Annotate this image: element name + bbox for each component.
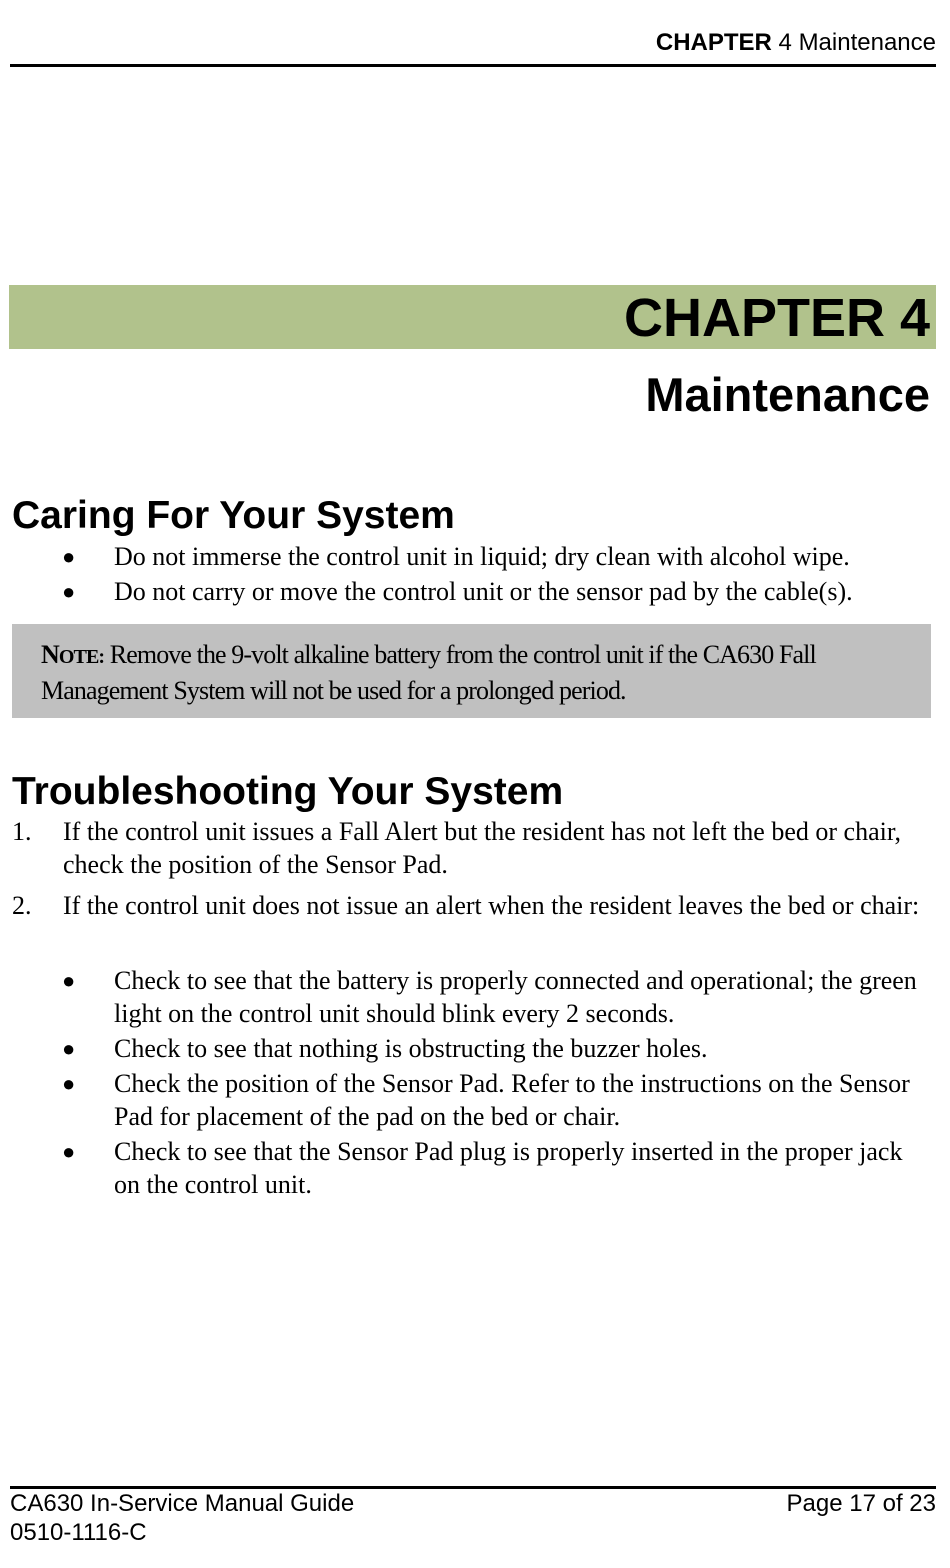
bullet-icon: ● (62, 544, 76, 569)
caring-bullet-list (0, 540, 930, 608)
list-item: ● Check to see that nothing is obstructing the buzzer holes. (62, 1034, 708, 1063)
note-text: Remove the 9-volt alkaline battery from the control unit if the CA630 Fall Management System will not be used for a prolonged period. (41, 640, 816, 705)
list-item: ● Check to see that the Sensor Pad plug is properly inserted in the proper jack on the control unit. (62, 1137, 903, 1199)
step-text: If the control unit issues a Fall Alert but the resident has not left the bed or chair, check the position of the Sensor Pad. (63, 817, 901, 879)
footer-doc-number: 0510-1116-C (10, 1519, 147, 1546)
list-item: ● Check to see that the battery is properly connected and operational; the green light on the control unit should blink every 2 seconds. (62, 966, 917, 1028)
step-number: 1. (12, 817, 32, 846)
note-label: NOTE: (41, 640, 105, 669)
bullet-icon: ● (62, 579, 76, 604)
chapter-title: Maintenance (645, 368, 930, 421)
running-header (10, 28, 936, 67)
running-footer (10, 1486, 936, 1547)
note-box (12, 624, 931, 718)
list-item: ● Do not carry or move the control unit or the sensor pad by the cable(s). (62, 577, 853, 606)
step-item (0, 815, 930, 881)
troubleshooting-steps (0, 815, 930, 922)
step-text: If the control unit does not issue an alert when the resident leaves the bed or chair: (63, 891, 920, 920)
chapter-number: CHAPTER 4 (623, 288, 930, 348)
list-item: ● Do not immerse the control unit in liquid; dry clean with alcohol wipe. (62, 542, 850, 571)
troubleshooting-bullet-list (0, 964, 930, 1201)
bullet-icon: ● (62, 968, 76, 993)
step-item (0, 889, 930, 922)
section-heading-troubleshooting: Troubleshooting Your System (12, 770, 564, 813)
header-chapter-word: CHAPTER (655, 29, 772, 56)
header-chapter-rest: 4 Maintenance (778, 29, 936, 56)
footer-guide-title: CA630 In-Service Manual Guide (10, 1490, 355, 1517)
step-number: 2. (12, 891, 32, 920)
bullet-icon: ● (62, 1139, 76, 1164)
footer-page-number: Page 17 of 23 (786, 1490, 936, 1517)
bullet-icon: ● (62, 1071, 76, 1096)
bullet-icon: ● (62, 1036, 76, 1061)
list-item: ● Check the position of the Sensor Pad. Refer to the instructions on the Sensor Pad for placement of the pad on the bed or chair. (62, 1069, 910, 1131)
section-heading-caring: Caring For Your System (12, 494, 455, 537)
